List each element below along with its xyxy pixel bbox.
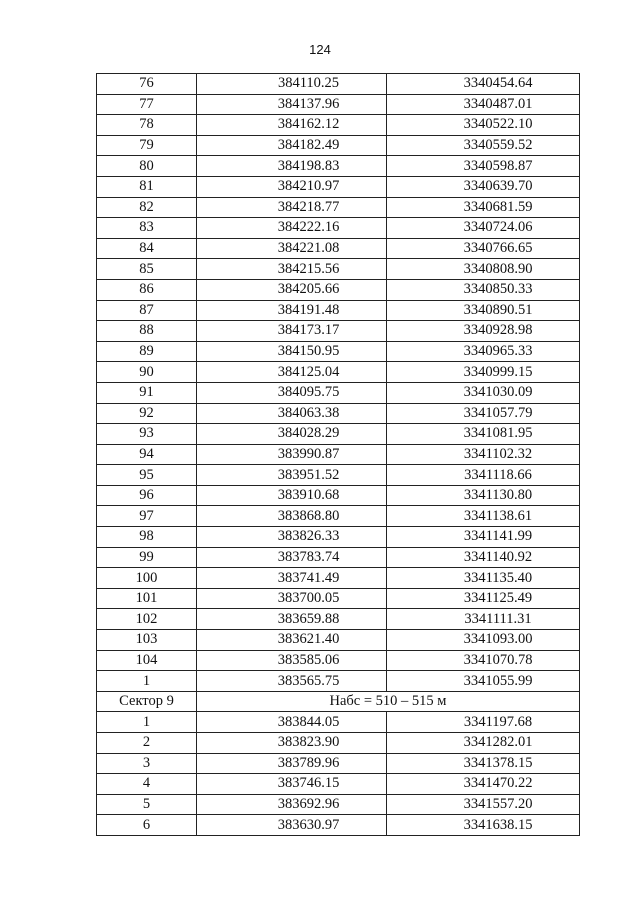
point-number: 76 (97, 74, 197, 95)
y-coordinate: 3341197.68 (387, 712, 580, 733)
y-coordinate: 3340850.33 (387, 279, 580, 300)
sector-header-row (97, 691, 580, 712)
y-coordinate: 3341141.99 (387, 527, 580, 548)
sector-label: Сектор 9 (97, 691, 197, 712)
table-row (97, 238, 580, 259)
table-row (97, 94, 580, 115)
y-coordinate: 3341125.49 (387, 588, 580, 609)
x-coordinate: 383868.80 (197, 506, 387, 527)
table-row (97, 568, 580, 589)
table-row (97, 218, 580, 239)
table-row (97, 156, 580, 177)
point-number: 89 (97, 341, 197, 362)
x-coordinate: 384222.16 (197, 218, 387, 239)
x-coordinate: 384162.12 (197, 115, 387, 136)
x-coordinate: 383585.06 (197, 650, 387, 671)
y-coordinate: 3340639.70 (387, 176, 580, 197)
table-row (97, 74, 580, 95)
point-number: 101 (97, 588, 197, 609)
point-number: 88 (97, 321, 197, 342)
point-number: 81 (97, 176, 197, 197)
x-coordinate: 383741.49 (197, 568, 387, 589)
x-coordinate: 383700.05 (197, 588, 387, 609)
table-row (97, 733, 580, 754)
y-coordinate: 3341093.00 (387, 630, 580, 651)
point-number: 98 (97, 527, 197, 548)
x-coordinate: 384150.95 (197, 341, 387, 362)
sector-elevation: Набс = 510 – 515 м (197, 691, 580, 712)
table-row (97, 259, 580, 280)
y-coordinate: 3340965.33 (387, 341, 580, 362)
table-row (97, 341, 580, 362)
y-coordinate: 3340999.15 (387, 362, 580, 383)
x-coordinate: 383692.96 (197, 794, 387, 815)
x-coordinate: 384173.17 (197, 321, 387, 342)
x-coordinate: 383621.40 (197, 630, 387, 651)
point-number: 5 (97, 794, 197, 815)
y-coordinate: 3341081.95 (387, 424, 580, 445)
point-number: 99 (97, 547, 197, 568)
x-coordinate: 383823.90 (197, 733, 387, 754)
x-coordinate: 383783.74 (197, 547, 387, 568)
point-number: 79 (97, 135, 197, 156)
point-number: 83 (97, 218, 197, 239)
y-coordinate: 3340454.64 (387, 74, 580, 95)
page-number: 124 (309, 42, 331, 57)
table-row (97, 774, 580, 795)
table-row (97, 547, 580, 568)
table-row (97, 712, 580, 733)
point-number: 1 (97, 712, 197, 733)
table-row (97, 630, 580, 651)
y-coordinate: 3340890.51 (387, 300, 580, 321)
point-number: 1 (97, 671, 197, 692)
table-row (97, 197, 580, 218)
point-number: 104 (97, 650, 197, 671)
table-body-top (97, 74, 580, 692)
x-coordinate: 383630.97 (197, 815, 387, 836)
table-row (97, 794, 580, 815)
point-number: 90 (97, 362, 197, 383)
point-number: 78 (97, 115, 197, 136)
x-coordinate: 384137.96 (197, 94, 387, 115)
coordinates-table (96, 73, 580, 836)
point-number: 94 (97, 444, 197, 465)
table-row (97, 753, 580, 774)
x-coordinate: 383746.15 (197, 774, 387, 795)
point-number: 3 (97, 753, 197, 774)
table-row (97, 815, 580, 836)
table-row (97, 609, 580, 630)
x-coordinate: 384125.04 (197, 362, 387, 383)
y-coordinate: 3341118.66 (387, 465, 580, 486)
table-row (97, 321, 580, 342)
x-coordinate: 384028.29 (197, 424, 387, 445)
point-number: 84 (97, 238, 197, 259)
point-number: 4 (97, 774, 197, 795)
point-number: 80 (97, 156, 197, 177)
x-coordinate: 384218.77 (197, 197, 387, 218)
y-coordinate: 3341138.61 (387, 506, 580, 527)
x-coordinate: 384205.66 (197, 279, 387, 300)
x-coordinate: 383565.75 (197, 671, 387, 692)
y-coordinate: 3341070.78 (387, 650, 580, 671)
y-coordinate: 3341130.80 (387, 485, 580, 506)
table-body-sector (97, 712, 580, 836)
point-number: 85 (97, 259, 197, 280)
y-coordinate: 3341135.40 (387, 568, 580, 589)
x-coordinate: 383910.68 (197, 485, 387, 506)
y-coordinate: 3340559.52 (387, 135, 580, 156)
x-coordinate: 383951.52 (197, 465, 387, 486)
table-row (97, 465, 580, 486)
x-coordinate: 383789.96 (197, 753, 387, 774)
y-coordinate: 3340681.59 (387, 197, 580, 218)
point-number: 92 (97, 403, 197, 424)
y-coordinate: 3341470.22 (387, 774, 580, 795)
table-row (97, 362, 580, 383)
table-row (97, 279, 580, 300)
point-number: 103 (97, 630, 197, 651)
table-row (97, 671, 580, 692)
y-coordinate: 3340522.10 (387, 115, 580, 136)
table-row (97, 444, 580, 465)
table-row (97, 506, 580, 527)
x-coordinate: 384191.48 (197, 300, 387, 321)
point-number: 95 (97, 465, 197, 486)
y-coordinate: 3341282.01 (387, 733, 580, 754)
point-number: 82 (97, 197, 197, 218)
x-coordinate: 384095.75 (197, 382, 387, 403)
y-coordinate: 3340598.87 (387, 156, 580, 177)
x-coordinate: 384221.08 (197, 238, 387, 259)
y-coordinate: 3341057.79 (387, 403, 580, 424)
table-row (97, 176, 580, 197)
x-coordinate: 384215.56 (197, 259, 387, 280)
x-coordinate: 384198.83 (197, 156, 387, 177)
sector-header (97, 691, 580, 712)
x-coordinate: 384063.38 (197, 403, 387, 424)
point-number: 91 (97, 382, 197, 403)
y-coordinate: 3341140.92 (387, 547, 580, 568)
table-row (97, 115, 580, 136)
point-number: 96 (97, 485, 197, 506)
x-coordinate: 383659.88 (197, 609, 387, 630)
point-number: 86 (97, 279, 197, 300)
x-coordinate: 383826.33 (197, 527, 387, 548)
point-number: 77 (97, 94, 197, 115)
point-number: 102 (97, 609, 197, 630)
table-row (97, 382, 580, 403)
y-coordinate: 3341055.99 (387, 671, 580, 692)
point-number: 6 (97, 815, 197, 836)
y-coordinate: 3341378.15 (387, 753, 580, 774)
table-row (97, 527, 580, 548)
point-number: 100 (97, 568, 197, 589)
point-number: 97 (97, 506, 197, 527)
table-row (97, 485, 580, 506)
point-number: 2 (97, 733, 197, 754)
x-coordinate: 384110.25 (197, 74, 387, 95)
y-coordinate: 3341111.31 (387, 609, 580, 630)
table-row (97, 403, 580, 424)
y-coordinate: 3341638.15 (387, 815, 580, 836)
table-row (97, 424, 580, 445)
y-coordinate: 3340928.98 (387, 321, 580, 342)
point-number: 87 (97, 300, 197, 321)
x-coordinate: 383844.05 (197, 712, 387, 733)
y-coordinate: 3340766.65 (387, 238, 580, 259)
y-coordinate: 3341030.09 (387, 382, 580, 403)
table-row (97, 588, 580, 609)
table-row (97, 135, 580, 156)
y-coordinate: 3340487.01 (387, 94, 580, 115)
y-coordinate: 3341102.32 (387, 444, 580, 465)
y-coordinate: 3340808.90 (387, 259, 580, 280)
y-coordinate: 3340724.06 (387, 218, 580, 239)
x-coordinate: 384210.97 (197, 176, 387, 197)
x-coordinate: 383990.87 (197, 444, 387, 465)
table-row (97, 650, 580, 671)
x-coordinate: 384182.49 (197, 135, 387, 156)
y-coordinate: 3341557.20 (387, 794, 580, 815)
table-row (97, 300, 580, 321)
point-number: 93 (97, 424, 197, 445)
